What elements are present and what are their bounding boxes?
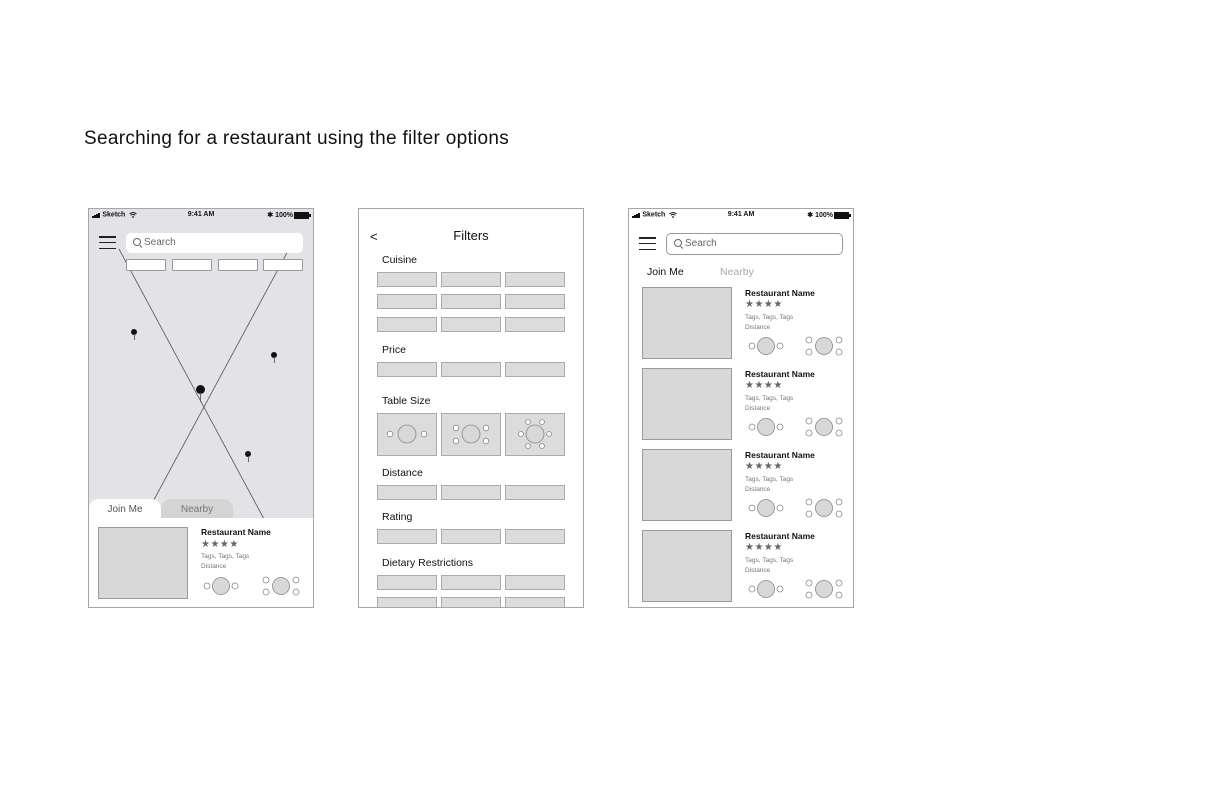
battery-label: 100% [815, 212, 833, 219]
section-price: Price [382, 344, 406, 356]
filter-option[interactable] [377, 362, 437, 377]
hamburger-icon[interactable] [99, 236, 116, 250]
status-bar [89, 209, 313, 221]
filter-option[interactable] [505, 485, 565, 500]
table-size-icon [748, 578, 784, 600]
section-distance: Distance [382, 467, 423, 479]
filter-option[interactable] [505, 317, 565, 332]
filter-chip[interactable] [126, 259, 166, 271]
filter-option[interactable] [377, 529, 437, 544]
rating-stars: ★★★★ [745, 380, 783, 391]
restaurant-name: Restaurant Name [201, 527, 271, 537]
restaurant-distance: Distance [745, 324, 771, 331]
restaurant-distance: Distance [201, 563, 227, 570]
section-cuisine: Cuisine [382, 254, 418, 266]
restaurant-name: Restaurant Name [745, 288, 815, 298]
table-size-icon [805, 415, 843, 439]
restaurant-distance: Distance [745, 486, 771, 493]
restaurant-tags: Tags, Tags, Tags [745, 314, 794, 321]
restaurant-distance: Distance [745, 405, 771, 412]
battery-label: 100% [275, 212, 293, 219]
search-icon [674, 239, 682, 247]
filter-option[interactable] [377, 317, 437, 332]
restaurant-distance: Distance [745, 567, 771, 574]
section-table-size: Table Size [382, 395, 431, 407]
tab-nearby[interactable]: Nearby [161, 499, 233, 519]
table-size-icon [378, 414, 436, 455]
filter-option[interactable] [441, 529, 501, 544]
results-screen [628, 208, 854, 608]
table-size-icon [748, 416, 784, 438]
filter-option[interactable] [441, 362, 501, 377]
restaurant-image [642, 368, 732, 440]
tab-nearby[interactable]: Nearby [720, 266, 754, 278]
status-bar [629, 209, 853, 221]
table-size-icon [805, 577, 843, 601]
section-dietary: Dietary Restrictions [382, 557, 474, 569]
bluetooth-icon: ✱ [267, 212, 274, 219]
battery-icon [834, 212, 849, 219]
restaurant-name: Restaurant Name [745, 369, 815, 379]
restaurant-image [642, 530, 732, 602]
map-pin-icon[interactable] [245, 451, 251, 457]
rating-stars: ★★★★ [201, 539, 239, 550]
restaurant-tags: Tags, Tags, Tags [745, 557, 794, 564]
table-size-icon [262, 574, 300, 598]
filter-option[interactable] [505, 597, 565, 608]
table-size-icon [805, 334, 843, 358]
search-input[interactable] [126, 233, 303, 253]
filter-option[interactable] [377, 597, 437, 608]
list-item[interactable] [629, 287, 853, 365]
filter-option[interactable] [505, 294, 565, 309]
filter-option[interactable] [441, 597, 501, 608]
filter-option[interactable] [441, 272, 501, 287]
filters-title: Filters [453, 228, 489, 243]
tab-join-me[interactable]: Join Me [647, 266, 684, 278]
restaurant-tags: Tags, Tags, Tags [201, 553, 250, 560]
search-placeholder: Search [144, 237, 176, 248]
filter-chip[interactable] [263, 259, 303, 271]
list-item[interactable] [629, 530, 853, 606]
carrier-label: Sketch [642, 211, 666, 219]
filter-option[interactable] [377, 575, 437, 590]
table-size-icon [805, 496, 843, 520]
rating-stars: ★★★★ [745, 542, 783, 553]
table-size-option[interactable] [441, 413, 501, 456]
restaurant-image [98, 527, 188, 599]
map-pin-icon[interactable] [196, 385, 205, 394]
filter-option[interactable] [441, 485, 501, 500]
filter-option[interactable] [505, 575, 565, 590]
filter-option[interactable] [441, 575, 501, 590]
restaurant-name: Restaurant Name [745, 450, 815, 460]
table-size-option[interactable] [505, 413, 565, 456]
table-size-icon [748, 497, 784, 519]
map-pin-icon[interactable] [271, 352, 277, 358]
filter-option[interactable] [505, 529, 565, 544]
map-pin-icon[interactable] [131, 329, 137, 335]
carrier-label: Sketch [102, 211, 126, 219]
search-icon [133, 238, 141, 246]
status-time: 9:41 AM [187, 211, 215, 218]
filter-chip[interactable] [218, 259, 258, 271]
battery-icon [294, 212, 309, 219]
list-item[interactable] [629, 368, 853, 446]
filter-option[interactable] [441, 294, 501, 309]
section-rating: Rating [382, 511, 413, 523]
rating-stars: ★★★★ [745, 461, 783, 472]
back-button[interactable]: < [370, 229, 378, 244]
status-time: 9:41 AM [727, 211, 755, 218]
page-title: Searching for a restaurant using the filter options [84, 128, 510, 149]
filter-option[interactable] [505, 272, 565, 287]
table-size-icon [442, 414, 500, 455]
restaurant-tags: Tags, Tags, Tags [745, 395, 794, 402]
filter-option[interactable] [505, 362, 565, 377]
filter-option[interactable] [377, 294, 437, 309]
filter-chip[interactable] [172, 259, 212, 271]
search-input[interactable] [666, 233, 843, 255]
table-size-icon [506, 414, 564, 455]
bluetooth-icon: ✱ [807, 212, 814, 219]
rating-stars: ★★★★ [745, 299, 783, 310]
restaurant-image [642, 287, 732, 359]
hamburger-icon[interactable] [639, 237, 656, 251]
filter-option[interactable] [441, 317, 501, 332]
list-item[interactable] [629, 449, 853, 527]
restaurant-name: Restaurant Name [745, 531, 815, 541]
tab-join-me[interactable]: Join Me [89, 499, 161, 521]
table-size-option[interactable] [377, 413, 437, 456]
filter-option[interactable] [377, 272, 437, 287]
restaurant-image [642, 449, 732, 521]
battery-indicator [267, 211, 309, 219]
restaurant-card[interactable] [89, 518, 313, 607]
table-size-icon [203, 575, 239, 597]
battery-indicator [807, 211, 849, 219]
filter-option[interactable] [377, 485, 437, 500]
table-size-icon [748, 335, 784, 357]
filters-screen [358, 208, 584, 608]
map-screen [88, 208, 314, 608]
restaurant-tags: Tags, Tags, Tags [745, 476, 794, 483]
search-placeholder: Search [685, 238, 717, 249]
